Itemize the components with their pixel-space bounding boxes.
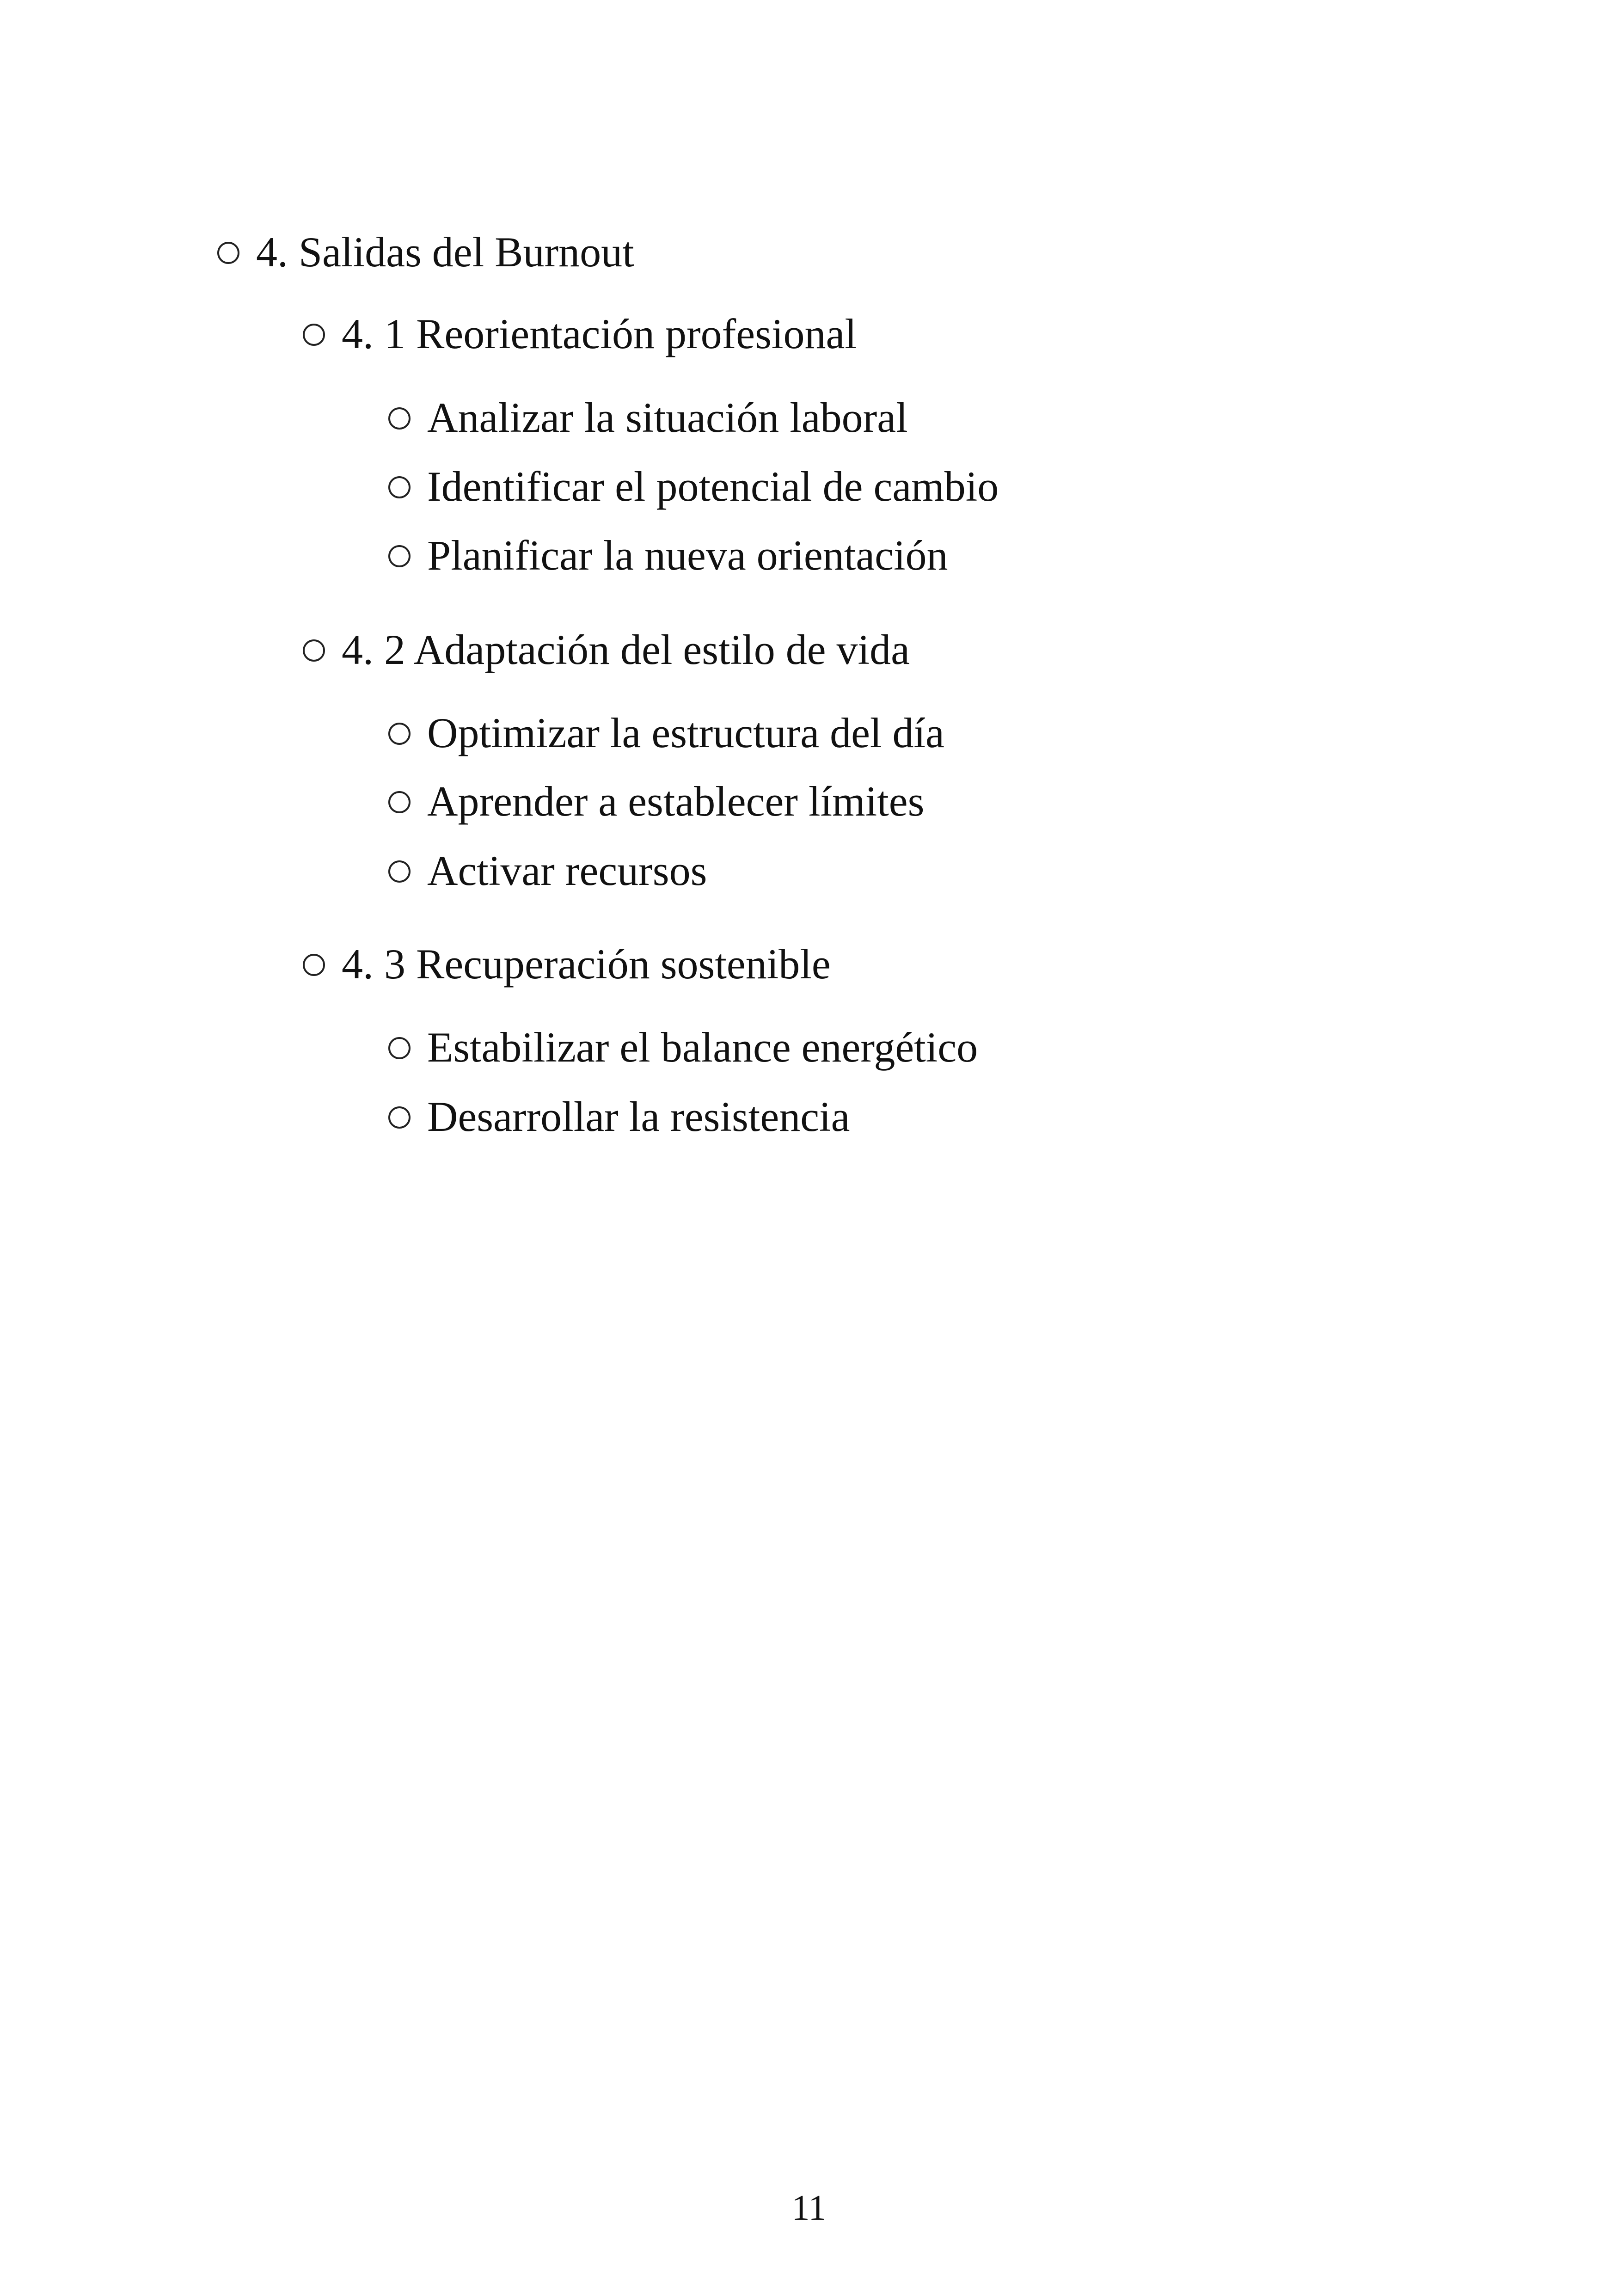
circle-bullet-icon	[303, 324, 325, 346]
item-text: Estabilizar el balance energético	[427, 1024, 978, 1071]
circle-bullet-icon	[388, 407, 411, 430]
circle-bullet-icon	[388, 860, 411, 883]
outline-item	[388, 845, 707, 896]
circle-bullet-icon	[303, 639, 325, 662]
circle-bullet-icon	[217, 242, 239, 264]
item-text: Desarrollar la resistencia	[427, 1093, 850, 1140]
section-title: 4. Salidas del Burnout	[256, 228, 634, 276]
outline-item	[388, 392, 908, 443]
item-text: Optimizar la estructura del día	[427, 709, 944, 756]
subsection-title: 4. 3 Recuperación sostenible	[342, 940, 831, 988]
circle-bullet-icon	[388, 1106, 411, 1129]
outline-item	[388, 707, 944, 758]
outline-item	[388, 461, 999, 512]
item-text: Activar recursos	[427, 847, 707, 894]
circle-bullet-icon	[303, 954, 325, 976]
circle-bullet-icon	[388, 791, 411, 813]
item-text: Identificar el potencial de cambio	[427, 463, 999, 510]
circle-bullet-icon	[388, 545, 411, 567]
item-text: Analizar la situación laboral	[427, 394, 908, 441]
outline-section	[217, 227, 634, 277]
outline-subsection	[303, 939, 831, 989]
circle-bullet-icon	[388, 723, 411, 745]
subsection-title: 4. 1 Reorientación profesional	[342, 310, 857, 357]
outline-subsection	[303, 624, 910, 675]
outline-item	[388, 530, 948, 581]
page-number: 11	[791, 2187, 827, 2228]
outline-item	[388, 1091, 850, 1142]
item-text: Aprender a establecer límites	[427, 778, 925, 825]
item-text: Planificar la nueva orientación	[427, 532, 948, 579]
subsection-title: 4. 2 Adaptación del estilo de vida	[342, 626, 910, 673]
outline-subsection	[303, 308, 857, 359]
circle-bullet-icon	[388, 1037, 411, 1059]
outline-item	[388, 1022, 978, 1073]
circle-bullet-icon	[388, 476, 411, 498]
outline-item	[388, 776, 924, 827]
